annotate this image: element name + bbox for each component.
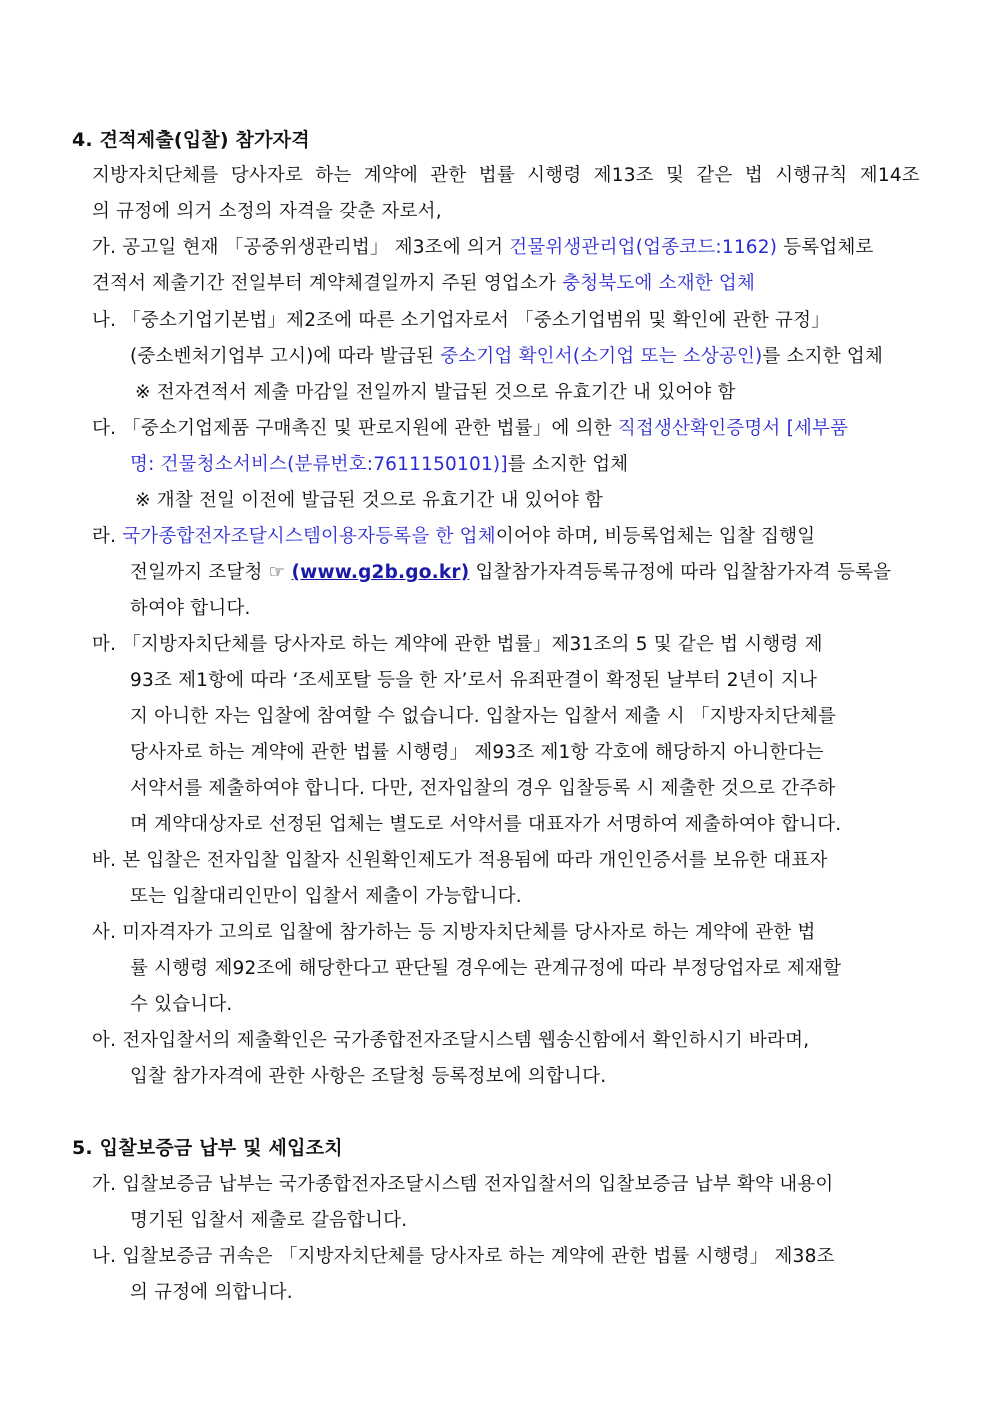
item-ma-line-3: 지 아니한 자는 입찰에 참여할 수 없습니다. 입찰자는 입찰서 제출 시 「지방자치단체를 [130, 706, 837, 727]
item-na-note: ※ 전자견적서 제출 마감일 전일까지 발급된 것으로 유효기간 내 있어야 함 [135, 382, 736, 403]
item-ra-text-2: 전일까지 조달청 ☞ [130, 562, 292, 583]
sme-certificate-highlight: 중소기업 확인서(소기업 또는 소상공인) [440, 346, 763, 367]
item-da-line-2 [130, 452, 628, 478]
section-4-intro-line-1: 지방자치단체를 당사자로 하는 계약에 관한 법률 시행령 제13조 및 같은 법 시행규칙 제14조 [92, 165, 920, 186]
item-ga-text-3: 견적서 제출기간 전일부터 계약체결일까지 주된 영업소가 [92, 273, 563, 294]
production-certificate-highlight: 직접생산확인증명서 [세부품 [617, 418, 849, 439]
item-na-line-2 [130, 344, 883, 370]
business-type-highlight: 건물위생관리업(업종코드:1162) [509, 237, 778, 258]
item-a-line-2: 입찰 참가자격에 관한 사항은 조달청 등록정보에 의합니다. [130, 1066, 607, 1087]
item-ma-line-4: 당사자로 하는 계약에 관한 법률 시행령」 제93조 제1항 각호에 해당하지 아니한다는 [130, 742, 824, 763]
item-na-text-1: (중소벤처기업부 고시)에 따라 발급된 [130, 346, 441, 367]
item-da-text-1: 다. 「중소기업제품 구매촉진 및 판로지원에 관한 법률」에 의한 [92, 418, 618, 439]
item-ga-line-2 [92, 271, 755, 297]
item-da-text-2: 를 소지한 업체 [507, 454, 629, 475]
item-ra-text-3: 입찰참가자격등록규정에 따라 입찰참가자격 등록을 [469, 562, 892, 583]
item-ra-text-1: 이어야 하며, 비등록업체는 입찰 집행일 [495, 526, 816, 547]
section-5-ga-line-1: 가. 입찰보증금 납부는 국가종합전자조달시스템 전자입찰서의 입찰보증금 납부 확약 내용이 [92, 1174, 834, 1195]
item-ba-line-2: 또는 입찰대리인만이 입찰서 제출이 가능합니다. [130, 886, 522, 907]
item-ra-line-3: 하여야 합니다. [130, 598, 251, 619]
g2b-link[interactable]: (www.g2b.go.kr) [291, 562, 470, 583]
item-ga-line-1 [92, 235, 874, 261]
section-5-ga-line-2: 명기된 입찰서 제출로 갈음합니다. [130, 1210, 408, 1231]
section-5-na-line-2: 의 규정에 의합니다. [130, 1282, 293, 1303]
location-highlight: 충청북도에 소재한 업체 [562, 273, 756, 294]
section-4-intro-line-2: 의 규정에 의거 소정의 자격을 갖춘 자로서, [92, 201, 442, 222]
item-ba-line-1: 바. 본 입찰은 전자입찰 입찰자 신원확인제도가 적용됨에 따라 개인인증서를 보유한 대표자 [92, 850, 828, 871]
item-ma-line-6: 며 계약대상자로 선정된 업체는 별도로 서약서를 대표자가 서명하여 제출하여야 합니다. [130, 814, 842, 835]
item-a-line-1: 아. 전자입찰서의 제출확인은 국가종합전자조달시스템 웹송신함에서 확인하시기 바라며, [92, 1030, 810, 1051]
section-5-na-line-1: 나. 입찰보증금 귀속은 「지방자치단체를 당사자로 하는 계약에 관한 법률 시행령」 제38조 [92, 1246, 835, 1267]
registration-highlight: 국가종합전자조달시스템이용자등록을 한 업체 [122, 526, 496, 547]
section-4-heading: 4. 견적제출(입찰) 참가자격 [72, 129, 310, 151]
section-5-heading: 5. 입찰보증금 납부 및 세입조치 [72, 1137, 343, 1159]
item-ga-text-2: 등록업체로 [777, 237, 874, 258]
product-classification-highlight: 명: 건물청소서비스(분류번호:7611150101)] [130, 454, 508, 475]
item-sa-line-2: 률 시행령 제92조에 해당한다고 판단될 경우에는 관계규정에 따라 부정당업자로 제재할 [130, 958, 842, 979]
item-ra-marker: 라. [92, 526, 123, 547]
item-ma-line-2: 93조 제1항에 따라 ‘조세포탈 등을 한 자’로서 유죄판결이 확정된 날부터 2년이 지나 [130, 670, 818, 691]
item-na-text-2: 를 소지한 업체 [762, 346, 884, 367]
item-ra-line-1 [92, 524, 815, 550]
item-da-line-1 [92, 416, 848, 442]
item-sa-line-1: 사. 미자격자가 고의로 입찰에 참가하는 등 지방자치단체를 당사자로 하는 계약에 관한 법 [92, 922, 816, 943]
item-sa-line-3: 수 있습니다. [130, 994, 233, 1015]
item-ra-line-2 [130, 560, 891, 586]
item-na-line-1: 나. 「중소기업기본법」제2조에 따른 소기업자로서 「중소기업범위 및 확인에 관한 규정」 [92, 310, 830, 331]
item-ma-line-1: 마. 「지방자치단체를 당사자로 하는 계약에 관한 법률」제31조의 5 및 같은 법 시행령 제 [92, 634, 823, 655]
item-ga-text-1: 가. 공고일 현재 「공중위생관리법」 제3조에 의거 [92, 237, 510, 258]
item-ma-line-5: 서약서를 제출하여야 합니다. 다만, 전자입찰의 경우 입찰등록 시 제출한 것으로 간주하 [130, 778, 836, 799]
item-da-note: ※ 개찰 전일 이전에 발급된 것으로 유효기간 내 있어야 함 [135, 490, 603, 511]
